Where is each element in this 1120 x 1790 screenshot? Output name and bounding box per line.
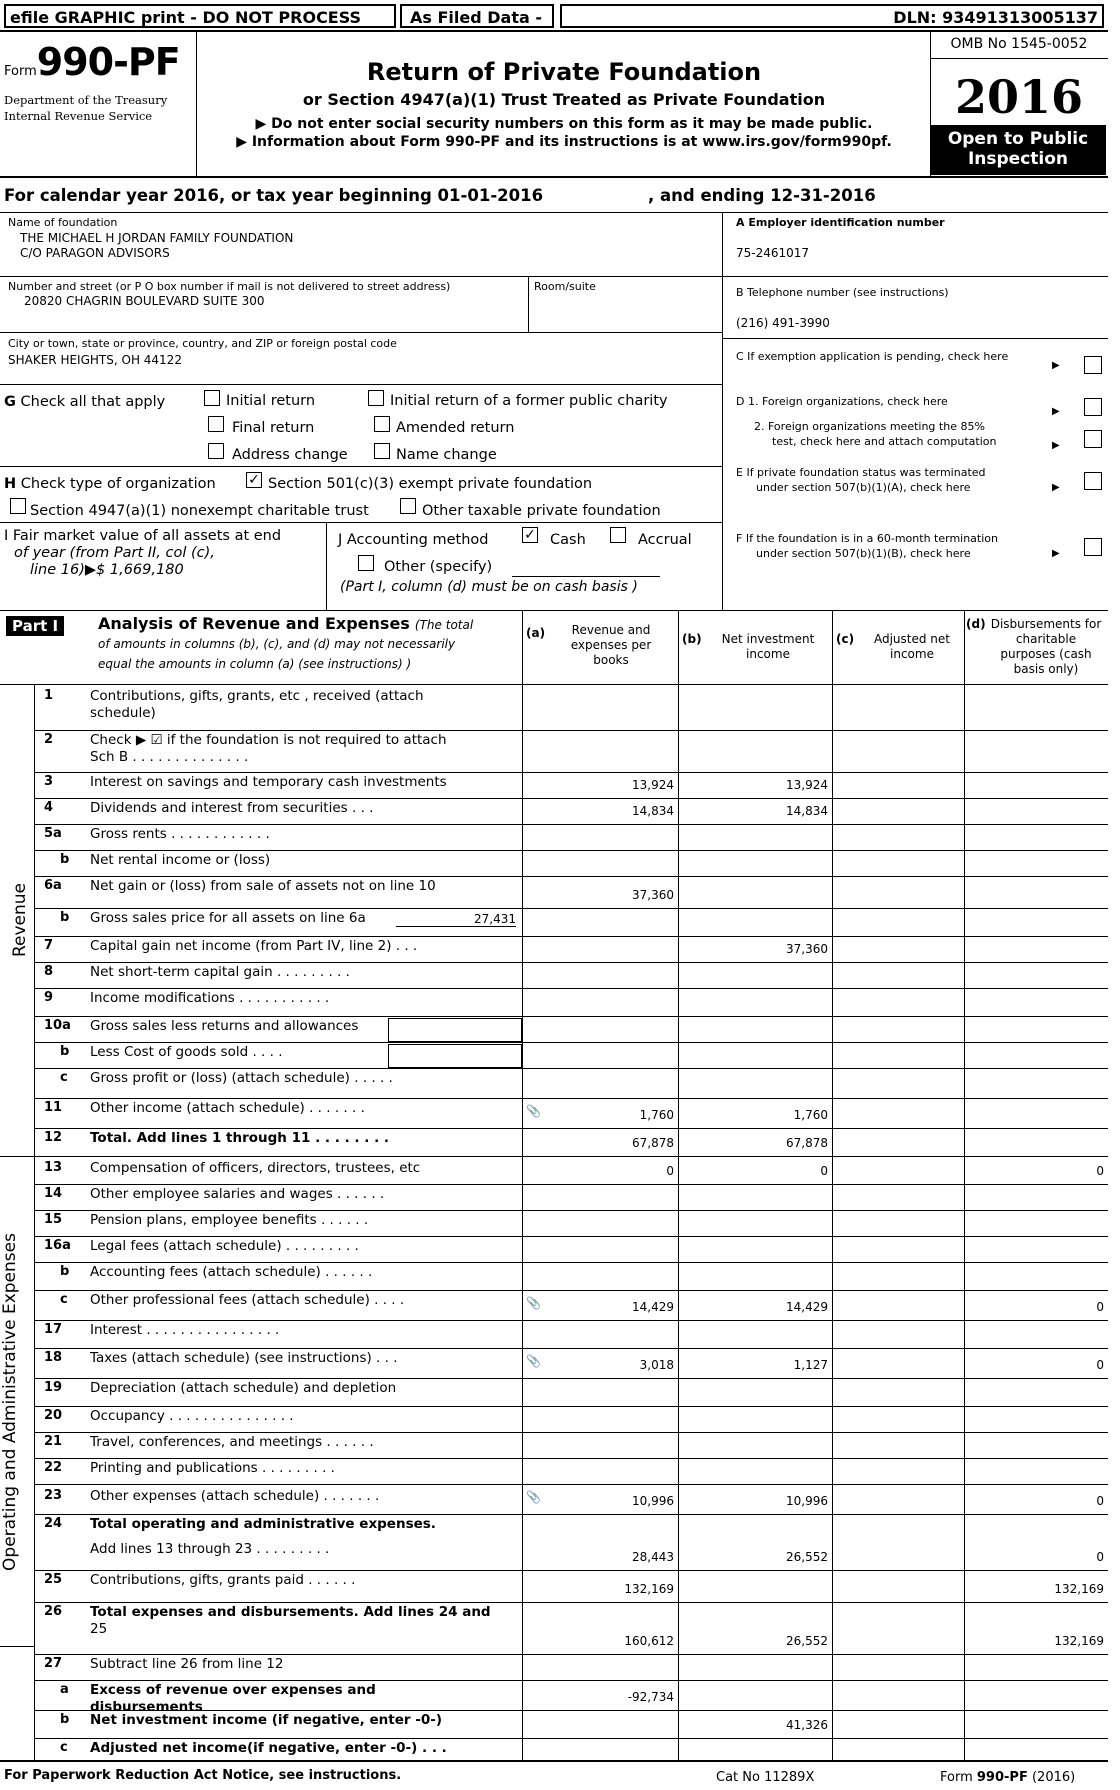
i-fair-market-value: I Fair market value of all assets at end of year (from Part II, col (c), line 16)▶$ 1,669,180 [4, 528, 282, 578]
phone-label: B Telephone number (see instructions) [736, 286, 949, 299]
row-divider [34, 1458, 1108, 1459]
line-number: 11 [44, 1100, 63, 1115]
footer-paperwork-notice: For Paperwork Reduction Act Notice, see instructions. [4, 1768, 402, 1783]
col-a-value: 1,760 [639, 1108, 674, 1122]
filed-banner [400, 4, 554, 28]
g-amended-return-label: Amended return [396, 420, 515, 436]
line-number: 10a [44, 1018, 71, 1033]
row-divider [34, 850, 1108, 851]
col-a-value: 3,018 [639, 1358, 674, 1372]
row-divider [34, 908, 1108, 909]
street-value: 20820 CHAGRIN BOULEVARD SUITE 300 [24, 294, 265, 308]
note-info-link[interactable]: ▶ Information about Form 990-PF and its instructions is at www.irs.gov/form990pf. [236, 134, 892, 150]
line-description: Adjusted net income(if negative, enter -0-) . . . [90, 1740, 447, 1756]
col-a-value: 132,169 [624, 1582, 674, 1596]
line-number: c [60, 1292, 68, 1307]
h-501c3-label: Section 501(c)(3) exempt private foundation [268, 476, 593, 492]
col-c-tag: (c) [836, 632, 855, 646]
g-name-change-checkbox[interactable] [374, 443, 390, 459]
e-label-line2: under section 507(b)(1)(A), check here [756, 481, 971, 494]
line-number: 2 [44, 732, 54, 747]
efile-text: efile GRAPHIC print - DO NOT PROCESS [10, 8, 362, 27]
line-number: 20 [44, 1408, 63, 1423]
g-initial-return-checkbox[interactable] [204, 390, 220, 406]
side-label-revenue: Revenue [10, 882, 30, 958]
dln-text: DLN: 93491313005137 [893, 8, 1098, 27]
line-description: Gross profit or (loss) (attach schedule) . . . . . [90, 1070, 393, 1086]
f-label-line1: F If the foundation is in a 60-month termination [736, 532, 998, 545]
col-b-value: 14,429 [786, 1300, 828, 1314]
form-subtitle: or Section 4947(a)(1) Trust Treated as Private Foundation [302, 90, 826, 109]
line-description: Accounting fees (attach schedule) . . . . . . [90, 1264, 373, 1280]
line-number: 7 [44, 938, 54, 953]
col-b-value: 26,552 [786, 1550, 828, 1564]
street-label: Number and street (or P O box number if mail is not delivered to street address) [8, 280, 451, 293]
line-description: Legal fees (attach schedule) . . . . . . . . . [90, 1238, 359, 1254]
j-cash-basis-note: (Part I, column (d) must be on cash basis ) [340, 579, 638, 595]
line-number: b [60, 1712, 70, 1727]
line-10a-input[interactable] [388, 1018, 522, 1042]
row-divider [34, 1514, 1108, 1515]
foundation-name: THE MICHAEL H JORDAN FAMILY FOUNDATION [20, 231, 294, 245]
line-number: 18 [44, 1350, 63, 1365]
line-description-cont: schedule) [90, 705, 156, 721]
line-number: b [60, 910, 70, 925]
line-number: 14 [44, 1186, 63, 1201]
e-terminated-checkbox[interactable] [1084, 472, 1102, 490]
line-number: b [60, 1044, 70, 1059]
row-divider [34, 1210, 1108, 1211]
line-description-cont: Add lines 13 through 23 . . . . . . . . . [90, 1541, 330, 1557]
col-a-value: 14,834 [632, 804, 674, 818]
row-divider [34, 824, 1108, 825]
line-number: 23 [44, 1488, 63, 1503]
attachment-icon[interactable]: 📎 [526, 1296, 541, 1310]
col-b-value: 1,127 [793, 1358, 828, 1372]
row-divider [34, 1484, 1108, 1485]
g-initial-return-label: Initial return [226, 393, 316, 409]
attachment-icon[interactable]: 📎 [526, 1104, 541, 1118]
col-a-value: 13,924 [632, 778, 674, 792]
line-number: 24 [44, 1516, 63, 1531]
line-number: 3 [44, 774, 54, 789]
line-number: 4 [44, 800, 54, 815]
h-other-taxable-label: Other taxable private foundation [422, 503, 661, 519]
line-description: Travel, conferences, and meetings . . . . . . [90, 1434, 374, 1450]
line-description: Check ▶ ☑ if the foundation is not required to attach [90, 732, 447, 748]
col-b-value: 13,924 [786, 778, 828, 792]
footer-form-id: Form 990-PF (2016) [940, 1770, 1076, 1785]
row-divider [34, 1068, 1108, 1069]
j-other-checkbox[interactable] [358, 555, 374, 571]
col-b-value: 14,834 [786, 804, 828, 818]
line-description: Other income (attach schedule) . . . . . . . [90, 1100, 365, 1116]
col-a-value: 14,429 [632, 1300, 674, 1314]
part1-sub1: of amounts in columns (b), (c), and (d) may not necessarily [98, 637, 456, 651]
line-number: 17 [44, 1322, 63, 1337]
line-number: 21 [44, 1434, 63, 1449]
line-description: Interest on savings and temporary cash investments [90, 774, 447, 790]
form-number: Form990-PF [4, 40, 180, 84]
line-10b-input[interactable] [388, 1044, 522, 1068]
open-to-public-badge: Open to Public Inspection [930, 125, 1106, 175]
col-a-value: 67,878 [632, 1136, 674, 1150]
line-number: 22 [44, 1460, 63, 1475]
phone-value: (216) 491-3990 [736, 316, 830, 330]
line-description-cont: Sch B . . . . . . . . . . . . . . [90, 749, 249, 765]
row-divider [34, 1128, 1108, 1129]
filed-text: As Filed Data - [410, 8, 542, 27]
row-divider [34, 1156, 1108, 1157]
line-number: 13 [44, 1160, 63, 1175]
d2-arrow-icon: ▶ [1052, 440, 1060, 451]
line-description-cont: 25 [90, 1621, 108, 1637]
line-number: 1 [44, 688, 54, 703]
row-divider [34, 1378, 1108, 1379]
f-arrow-icon: ▶ [1052, 548, 1060, 559]
line-description: Interest . . . . . . . . . . . . . . . . [90, 1322, 280, 1338]
col-b-value: 67,878 [786, 1136, 828, 1150]
row-divider [34, 1654, 1108, 1655]
row-divider [34, 1042, 1108, 1043]
col-a-value: 160,612 [624, 1634, 674, 1648]
row-divider [34, 1320, 1108, 1321]
j-other-label: Other (specify) [384, 559, 493, 575]
line-number: 19 [44, 1380, 63, 1395]
g-address-change-label: Address change [232, 447, 348, 463]
col-d-value: 132,169 [1054, 1634, 1104, 1648]
note-ssn: ▶ Do not enter social security numbers on this form as it may be made public. [255, 116, 873, 132]
line-description: Gross sales price for all assets on line 6a [90, 910, 366, 926]
ein-value: 75-2461017 [736, 246, 810, 260]
row-divider [34, 1290, 1108, 1291]
j-other-specify-field[interactable] [512, 576, 660, 577]
line-description: Excess of revenue over expenses and [90, 1682, 376, 1698]
h-501c3-checkbox[interactable]: ✓ [246, 472, 262, 488]
col-a-value: 10,996 [632, 1494, 674, 1508]
g-initial-former-label: Initial return of a former public charity [390, 393, 668, 409]
line-number: a [60, 1682, 69, 1697]
col-d-value: 0 [1096, 1358, 1104, 1372]
line-number: b [60, 852, 70, 867]
part1-tag: Part I [6, 616, 64, 636]
line-description: Gross rents . . . . . . . . . . . . [90, 826, 270, 842]
line-number: 27 [44, 1656, 63, 1671]
row-divider [34, 1432, 1108, 1433]
line-description: Net investment income (if negative, enter -0-) [90, 1712, 442, 1728]
col-d-value: 132,169 [1054, 1582, 1104, 1596]
row-divider [34, 876, 1108, 877]
h-4947-label: Section 4947(a)(1) nonexempt charitable trust [30, 503, 369, 519]
omb-number: OMB No 1545-0052 [950, 36, 1088, 52]
col-b-value: 1,760 [793, 1108, 828, 1122]
row-divider [34, 772, 1108, 773]
row-divider [34, 988, 1108, 989]
row-divider [34, 962, 1108, 963]
part1-title: Analysis of Revenue and Expenses (The total [98, 614, 474, 633]
f-60-month-checkbox[interactable] [1084, 538, 1102, 556]
col-d-value: 0 [1096, 1494, 1104, 1508]
c-exemption-pending-checkbox[interactable] [1084, 356, 1102, 374]
col-a-value: 0 [666, 1164, 674, 1178]
col-d-tag: (d) [966, 617, 986, 631]
part1-sub2: equal the amounts in column (a) (see instructions) ) [98, 657, 412, 671]
attachment-icon[interactable]: 📎 [526, 1490, 541, 1504]
calendar-year-begin: For calendar year 2016, or tax year beginning 01-01-2016 [4, 186, 544, 205]
line-description: Total. Add lines 1 through 11 . . . . . . . . [90, 1130, 390, 1146]
row-divider [34, 1680, 1108, 1681]
col-d-value: 0 [1096, 1300, 1104, 1314]
col-b-value: 41,326 [786, 1718, 828, 1732]
g-address-change-checkbox[interactable] [208, 443, 224, 459]
h-other-taxable-checkbox[interactable] [400, 498, 416, 514]
col-b-header: Net investment income [721, 632, 815, 661]
row-divider [34, 1098, 1108, 1099]
col-a-tag: (a) [526, 626, 546, 640]
j-accrual-checkbox[interactable] [610, 527, 626, 543]
line-description: Total expenses and disbursements. Add lines 24 and [90, 1604, 491, 1620]
g-initial-former-checkbox[interactable] [368, 390, 384, 406]
room-suite-label: Room/suite [534, 280, 596, 293]
col-b-value: 0 [820, 1164, 828, 1178]
line-number: 5a [44, 826, 62, 841]
g-final-return-label: Final return [232, 420, 315, 436]
line-description: Pension plans, employee benefits . . . . . . [90, 1212, 369, 1228]
col-d-value: 0 [1096, 1164, 1104, 1178]
line-description-cont: disbursements [90, 1699, 203, 1715]
line-number: c [60, 1070, 68, 1085]
e-label-line1: E If private foundation status was terminated [736, 466, 986, 479]
line-description: Printing and publications . . . . . . . . . [90, 1460, 335, 1476]
c-label: C If exemption application is pending, check here [736, 350, 1009, 363]
line-number: c [60, 1740, 68, 1755]
line-description: Contributions, gifts, grants, etc , received (attach [90, 688, 424, 704]
c-arrow-icon: ▶ [1052, 360, 1060, 371]
col-b-value: 37,360 [786, 942, 828, 956]
form-title: Return of Private Foundation [366, 58, 762, 86]
city-value: SHAKER HEIGHTS, OH 44122 [8, 353, 182, 367]
j-cash-label: Cash [550, 532, 586, 548]
col-a-value: 28,443 [632, 1550, 674, 1564]
d2-label-line1: 2. Foreign organizations meeting the 85% [754, 420, 985, 433]
line-description: Occupancy . . . . . . . . . . . . . . . [90, 1408, 294, 1424]
d1-label: D 1. Foreign organizations, check here [736, 395, 948, 408]
line-description: Gross sales less returns and allowances [90, 1018, 359, 1034]
line-description: Taxes (attach schedule) (see instructions) . . . [90, 1350, 398, 1366]
row-divider [34, 1236, 1108, 1237]
line-description: Net rental income or (loss) [90, 852, 271, 868]
line-description: Contributions, gifts, grants paid . . . . . . [90, 1572, 356, 1588]
line-number: 15 [44, 1212, 63, 1227]
line-number: 16a [44, 1238, 71, 1253]
efile-banner [4, 4, 396, 28]
row-divider [34, 1602, 1108, 1603]
line-description: Capital gain net income (from Part IV, line 2) . . . [90, 938, 418, 954]
ein-label: A Employer identification number [736, 216, 945, 229]
d1-arrow-icon: ▶ [1052, 406, 1060, 417]
j-cash-checkbox[interactable]: ✓ [522, 527, 538, 543]
line-number: 25 [44, 1572, 63, 1587]
line-description: Depreciation (attach schedule) and depletion [90, 1380, 397, 1396]
line-description: Dividends and interest from securities . . . [90, 800, 374, 816]
d1-foreign-org-checkbox[interactable] [1084, 398, 1102, 416]
calendar-year-end: , and ending 12-31-2016 [648, 186, 876, 205]
col-b-value: 26,552 [786, 1634, 828, 1648]
row-divider [34, 1570, 1108, 1571]
footer-cat-number: Cat No 11289X [716, 1770, 815, 1785]
col-b-tag: (b) [682, 632, 702, 646]
e-arrow-icon: ▶ [1052, 482, 1060, 493]
f-label-line2: under section 507(b)(1)(B), check here [756, 547, 971, 560]
side-label-expenses: Operating and Administrative Expenses [0, 1233, 20, 1571]
gross-sales-price-value: 27,431 [396, 912, 516, 927]
g-label: G Check all that apply [4, 394, 166, 410]
h-label: H Check type of organization [4, 476, 216, 492]
line-description: Other professional fees (attach schedule) . . . . [90, 1292, 405, 1308]
line-description: Income modifications . . . . . . . . . . . [90, 990, 330, 1006]
city-label: City or town, state or province, country, and ZIP or foreign postal code [8, 337, 397, 350]
line-number: 26 [44, 1604, 63, 1619]
tax-year: 2016 [954, 70, 1084, 124]
row-divider [34, 936, 1108, 937]
row-divider [34, 1184, 1108, 1185]
d2-label-line2: test, check here and attach computation [772, 435, 997, 448]
col-a-value: 37,360 [632, 888, 674, 902]
col-b-value: 10,996 [786, 1494, 828, 1508]
col-c-header: Adjusted net income [873, 632, 951, 661]
line-description: Less Cost of goods sold . . . . [90, 1044, 283, 1060]
line-description: Other employee salaries and wages . . . . . . [90, 1186, 385, 1202]
line-number: 9 [44, 990, 54, 1005]
j-label: J Accounting method [338, 532, 489, 548]
department: Department of the Treasury Internal Revenue Service [4, 93, 168, 123]
row-divider [34, 1406, 1108, 1407]
attachment-icon[interactable]: 📎 [526, 1354, 541, 1368]
col-a-value: -92,734 [627, 1690, 674, 1704]
row-divider [34, 1262, 1108, 1263]
j-accrual-label: Accrual [638, 532, 692, 548]
row-divider [34, 1738, 1108, 1739]
h-4947-checkbox[interactable] [10, 498, 26, 514]
col-d-header: Disbursements for charitable purposes (cash basis only) [990, 617, 1102, 676]
row-divider [34, 1016, 1108, 1017]
d2-foreign-85-checkbox[interactable] [1084, 430, 1102, 448]
row-divider [34, 730, 1108, 731]
g-name-change-label: Name change [396, 447, 497, 463]
g-amended-return-checkbox[interactable] [374, 416, 390, 432]
line-description: Net short-term capital gain . . . . . . . . . [90, 964, 350, 980]
line-description: Net gain or (loss) from sale of assets not on line 10 [90, 878, 436, 894]
line-description: Subtract line 26 from line 12 [90, 1656, 284, 1672]
dln-banner [560, 4, 1104, 28]
row-divider [34, 798, 1108, 799]
foundation-care-of: C/O PARAGON ADVISORS [20, 246, 170, 260]
line-description: Other expenses (attach schedule) . . . . . . . [90, 1488, 380, 1504]
col-d-value: 0 [1096, 1550, 1104, 1564]
name-label: Name of foundation [8, 216, 118, 229]
col-a-header: Revenue and expenses per books [570, 623, 652, 667]
g-final-return-checkbox[interactable] [208, 416, 224, 432]
row-divider [34, 1348, 1108, 1349]
line-number: 8 [44, 964, 54, 979]
line-description: Compensation of officers, directors, trustees, etc [90, 1160, 421, 1176]
line-number: 12 [44, 1130, 63, 1145]
line-number: 6a [44, 878, 62, 893]
line-number: b [60, 1264, 70, 1279]
line-description: Total operating and administrative expenses. [90, 1516, 436, 1532]
